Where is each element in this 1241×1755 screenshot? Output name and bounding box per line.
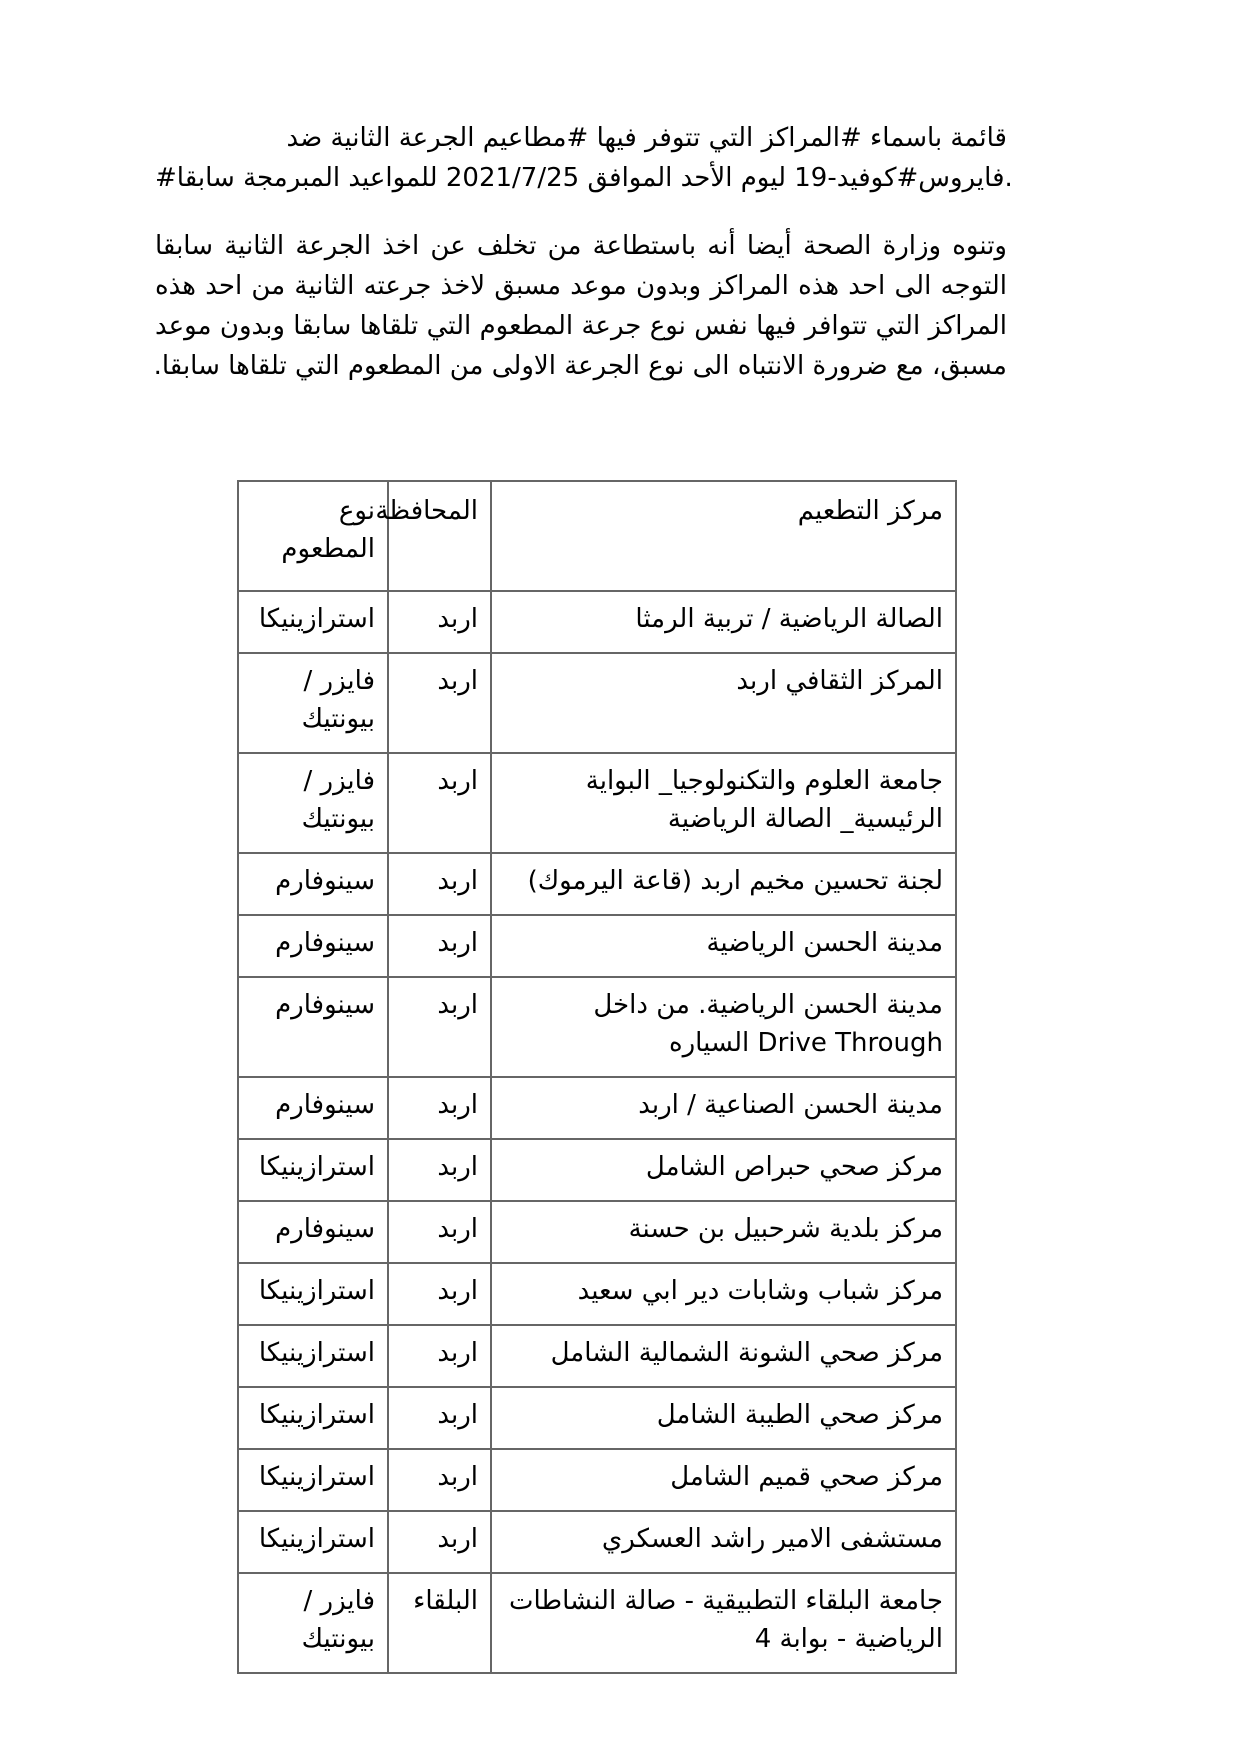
vaccination-center-cell [491, 853, 956, 915]
governorate-cell: اربد [388, 915, 491, 977]
governorate-cell: اربد [388, 1511, 491, 1573]
table-row [238, 1573, 956, 1673]
vaccination-center-cell [491, 977, 956, 1077]
vaccine-type-cell: سينوفارم [238, 1201, 388, 1263]
intro-paragraph-line-2 [155, 158, 1013, 198]
vaccination-center-line: مستشفى الامير راشد العسكري [601, 1524, 943, 1554]
table-row [238, 1325, 956, 1387]
vaccination-center-line: جامعة العلوم والتكنولوجيا_ البواية [585, 766, 943, 796]
table-row [238, 1263, 956, 1325]
vaccination-center-cell [491, 1449, 956, 1511]
hashtag-virus: #فايروس [155, 163, 1005, 193]
header-governorate: المحافظة [388, 481, 491, 591]
vaccine-type-cell: سينوفارم [238, 915, 388, 977]
intro-paragraph-line-1: قائمة باسماء #المراكز التي تتوفر فيها #مطاعيم الجرعة الثانية ضد [286, 123, 1007, 153]
table-row [238, 591, 956, 653]
vaccination-centers-table [237, 480, 957, 1674]
vaccination-center-cell [491, 753, 956, 853]
governorate-cell: اربد [388, 653, 491, 753]
vaccination-center-cell [491, 1077, 956, 1139]
ministry-note-paragraph [155, 226, 1007, 386]
governorate-cell: البلقاء [388, 1573, 491, 1673]
vaccination-center-line: الرئيسية_ الصالة الرياضية [667, 804, 943, 834]
ministry-note-line-3: المراكز التي تتوافر فيها نفس نوع جرعة المطعوم التي تلقاها سابقا وبدون موعد [155, 311, 1007, 341]
table-header-row [238, 481, 956, 591]
vaccination-center-cell [491, 1201, 956, 1263]
governorate-cell: اربد [388, 853, 491, 915]
table-row [238, 977, 956, 1077]
vaccine-type-cell: سينوفارم [238, 853, 388, 915]
table-row [238, 1201, 956, 1263]
vaccine-type-cell: فايزر / بيونتيك [238, 753, 388, 853]
table-row [238, 1077, 956, 1139]
table-row [238, 915, 956, 977]
hashtag-covid-date: #كوفيد-19 ليوم الأحد الموافق 2021/7/25 للمواعيد المبرمجة سابقا. [176, 163, 1013, 193]
governorate-cell: اربد [388, 591, 491, 653]
vaccine-type-cell: فايزر / بيونتيك [238, 653, 388, 753]
vaccination-center-cell [491, 1511, 956, 1573]
table-row [238, 1387, 956, 1449]
ministry-note-line-1: وتنوه وزارة الصحة أيضا أنه باستطاعة من تخلف عن اخذ الجرعة الثانية سابقا [155, 231, 1007, 261]
vaccination-center-line: لجنة تحسين مخيم اربد (قاعة اليرموك) [527, 866, 943, 896]
vaccine-type-cell: استرازينيكا [238, 1139, 388, 1201]
vaccination-center-line: مدينة الحسن الرياضية [706, 928, 943, 958]
vaccine-type-cell: استرازينيكا [238, 1449, 388, 1511]
vaccination-center-line: الصالة الرياضية / تربية الرمثا [635, 604, 943, 634]
vaccine-type-cell: استرازينيكا [238, 591, 388, 653]
governorate-cell: اربد [388, 1449, 491, 1511]
ministry-note-line-4: مسبق، مع ضرورة الانتباه الى نوع الجرعة الاولى من المطعوم التي تلقاها سابقا. [153, 351, 1007, 381]
ministry-note-line-2: التوجه الى احد هذه المراكز وبدون موعد مسبق لاخذ جرعته الثانية من احد هذه [155, 271, 1007, 301]
header-vaccine-type: نوع المطعوم [238, 481, 388, 591]
governorate-cell: اربد [388, 1387, 491, 1449]
vaccination-center-line: مركز صحي حبراص الشامل [645, 1152, 943, 1182]
table-row [238, 1139, 956, 1201]
vaccination-center-line: مركز صحي الطيبة الشامل [656, 1400, 943, 1430]
vaccination-center-cell [491, 653, 956, 753]
vaccine-type-cell: استرازينيكا [238, 1263, 388, 1325]
vaccination-center-cell [491, 1387, 956, 1449]
header-vaccination-center: مركز التطعيم [491, 481, 956, 591]
document-body [153, 0, 1013, 1674]
table-body [238, 591, 956, 1673]
vaccination-center-line: السياره Drive Through [669, 1028, 943, 1058]
vaccination-center-cell [491, 1263, 956, 1325]
table-row [238, 753, 956, 853]
table-row [238, 853, 956, 915]
governorate-cell: اربد [388, 1077, 491, 1139]
vaccination-center-line: مركز شباب وشابات دير ابي سعيد [577, 1276, 943, 1306]
governorate-cell: اربد [388, 1263, 491, 1325]
vaccination-center-line: مركز صحي الشونة الشمالية الشامل [550, 1338, 943, 1368]
table-row [238, 1511, 956, 1573]
vaccine-type-cell: استرازينيكا [238, 1325, 388, 1387]
vaccine-type-cell: فايزر / بيونتيك [238, 1573, 388, 1673]
governorate-cell: اربد [388, 1139, 491, 1201]
vaccine-type-cell: استرازينيكا [238, 1511, 388, 1573]
vaccination-center-line: المركز الثقافي اربد [736, 666, 943, 696]
vaccine-type-cell: استرازينيكا [238, 1387, 388, 1449]
vaccination-center-line: جامعة البلقاء التطبيقية - صالة النشاطات [508, 1586, 943, 1616]
vaccination-center-cell [491, 915, 956, 977]
vaccination-center-line: مركز صحي قميم الشامل [670, 1462, 943, 1492]
vaccine-type-cell: سينوفارم [238, 977, 388, 1077]
intro-paragraph [155, 118, 1013, 198]
governorate-cell: اربد [388, 753, 491, 853]
vaccine-type-cell: سينوفارم [238, 1077, 388, 1139]
governorate-cell: اربد [388, 1325, 491, 1387]
vaccination-center-cell [491, 1325, 956, 1387]
vaccination-center-cell [491, 1573, 956, 1673]
governorate-cell: اربد [388, 977, 491, 1077]
vaccination-center-cell [491, 591, 956, 653]
vaccination-center-cell [491, 1139, 956, 1201]
governorate-cell: اربد [388, 1201, 491, 1263]
vaccination-center-line: مدينة الحسن الرياضية. من داخل [593, 990, 943, 1020]
vaccination-center-line: الرياضية - بوابة 4 [754, 1624, 943, 1654]
table-row [238, 653, 956, 753]
vaccination-center-line: مركز بلدية شرحبيل بن حسنة [628, 1214, 943, 1244]
table-row [238, 1449, 956, 1511]
vaccination-center-line: مدينة الحسن الصناعية / اربد [638, 1090, 943, 1120]
